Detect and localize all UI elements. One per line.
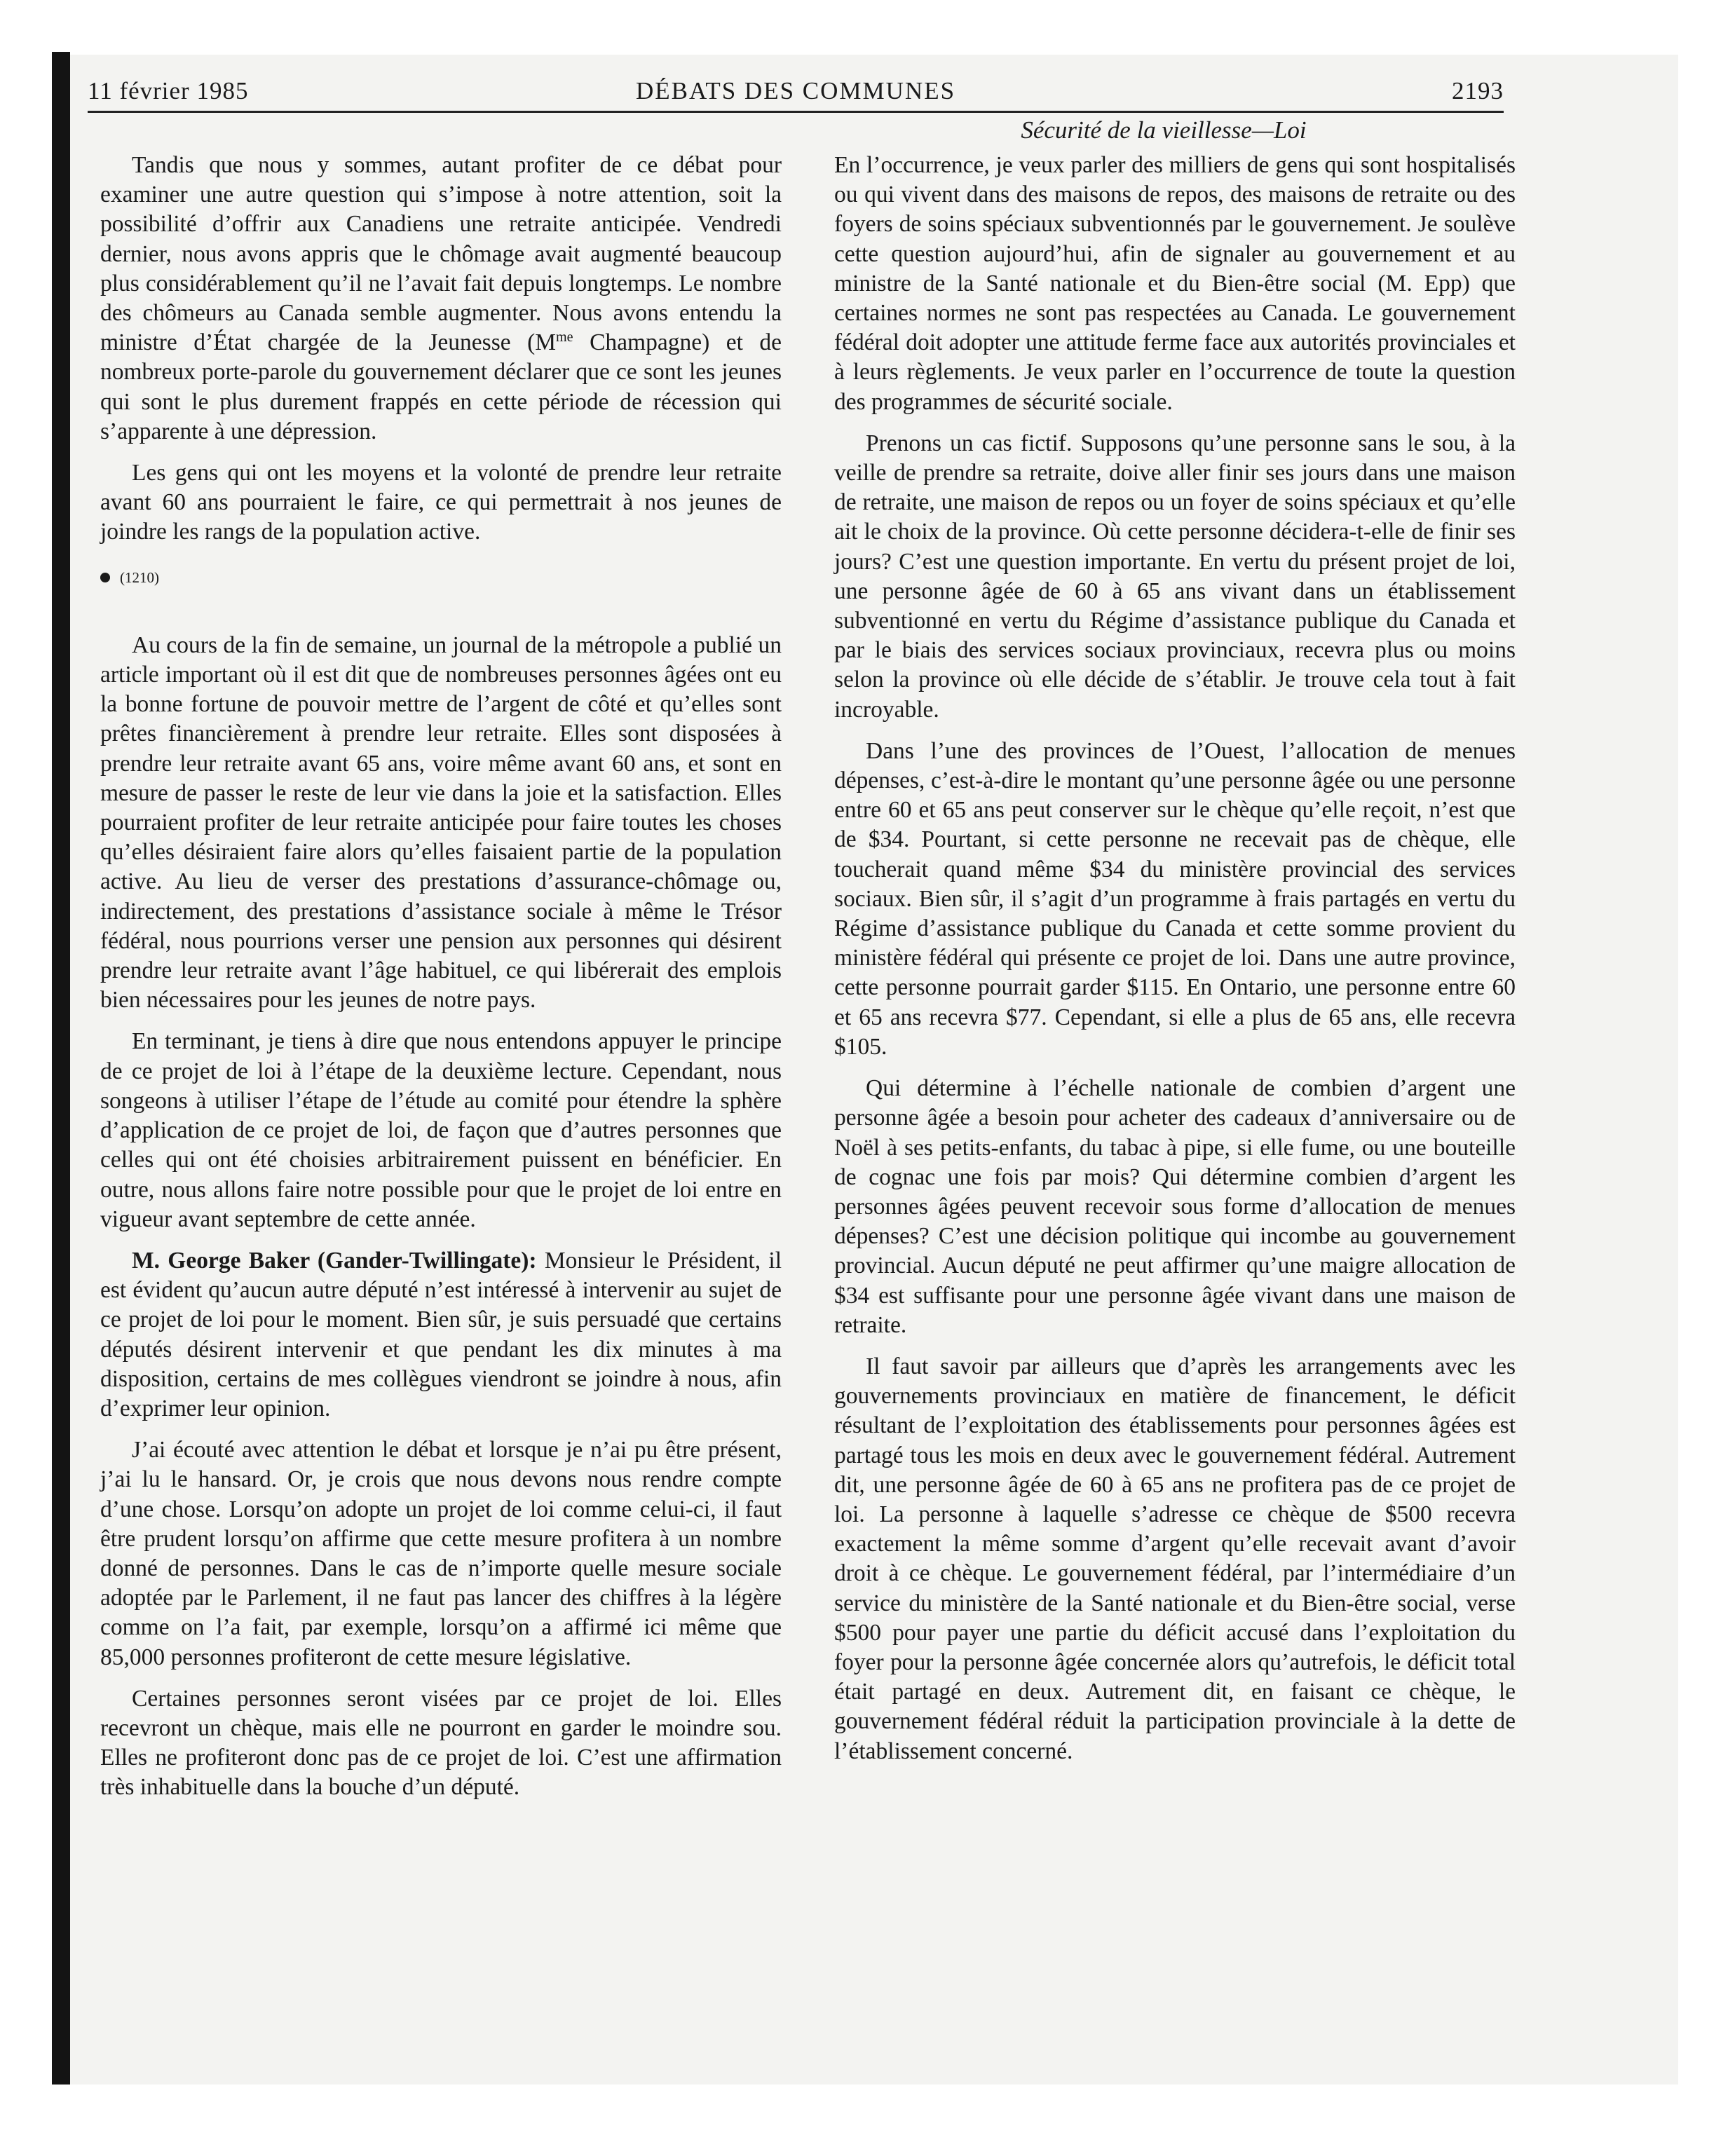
scan-border <box>52 52 70 2085</box>
paragraph: J’ai écouté avec attention le débat et lorsque je n’ai pu être présent, j’ai lu le hansard. Or, je crois que nous devons nous rendre compte d’une chose. Lorsqu’on adopte un projet de loi comme celui-ci, il faut être prudent lorsqu’on affirme que cette mesure profitera à un nombre donné de personnes. Dans le cas de n’importe quelle mesure sociale adoptée par le Parlement, il ne faut pas lancer des chiffres à la légère comme on l’a fait, par exemple, lorsqu’on a affirmé ici même que 85,000 personnes profiteront de cette mesure législative. <box>100 1437 782 1670</box>
paragraph: Il faut savoir par ailleurs que d’après les arrangements avec les gouvernements provinciaux en matière de financement, le déficit résultant de l’exploitation des établissements pour personnes âgées est partagé tous les mois en deux avec le gouvernement fédéral. Autrement dit, une personne âgée de 60 à 65 ans ne profitera pas de ce projet de loi. La personne à laquelle s’adresse ce chèque de $500 recevra exactement la même somme d’argent qu’elle recevait avant d’avoir droit à ce chèque. Le gouvernement fédéral, par l’intermédiaire d’un service du ministère de la Santé nationale et du Bien-être social, verse $500 pour payer une partie du déficit accusé dans l’exploitation du foyer pour la personne âgée concernée alors qu’autrefois, le déficit total était partagé en deux. Autrement dit, en faisant ce chèque, le gouvernement fédéral réduit la participation provinciale à la dette de l’établissement concerné. <box>834 1353 1516 1764</box>
bullet-icon <box>100 573 110 582</box>
paragraph: M. George Baker (Gander-Twillingate): Monsieur le Président, il est évident qu’aucun autre député n’est intéressé à intervenir au sujet de ce projet de loi pour le moment. Bien sûr, je suis persuadé que certains députés désirent intervenir et que pendant les dix minutes à ma disposition, certains de mes collègues viendront se joindre à nous, afin d’exprimer leur opinion. <box>100 1247 782 1421</box>
speaker-name: M. George Baker (Gander-Twillingate): <box>132 1247 537 1274</box>
time-marker-label: (1210) <box>120 568 159 586</box>
section-title: Sécurité de la vieillesse—Loi <box>1021 116 1307 144</box>
paragraph: En terminant, je tiens à dire que nous entendons appuyer le principe de ce projet de loi à l’étape de la deuxième lecture. Cependant, nous songeons à utiliser l’étape de l’étude au comité pour étendre la sphère d’application de ce projet de loi, de façon que d’autres personnes que celles qui ont été choisies arbitrairement puissent en bénéficier. En outre, nous allons faire notre possible pour que le projet de loi entre en vigueur avant septembre de cette année. <box>100 1028 782 1232</box>
header-title: DÉBATS DES COMMUNES <box>635 77 956 104</box>
time-marker <box>100 563 782 592</box>
header-date: 11 février 1985 <box>88 77 249 104</box>
right-column <box>834 151 1516 1778</box>
paragraph: Prenons un cas fictif. Supposons qu’une personne sans le sou, à la veille de prendre sa retraite, doive aller finir ses jours dans une maison de retraite, une maison de repos ou un foyer de soins spéciaux et qu’elle ait le choix de la province. Où cette personne décidera-t-elle de finir ses jours? C’est une question importante. En vertu du présent projet de loi, une personne âgée de 60 à 65 ans vivant dans un établissement subventionné en vertu du Régime d’assistance publique du Canada et par le biais des services sociaux provinciaux, recevra plus ou moins selon la province où elle décide de s’établir. Je trouve cela tout à fait incroyable. <box>834 430 1516 723</box>
paragraph: Au cours de la fin de semaine, un journal de la métropole a publié un article important où il est dit que de nombreuses personnes âgées ont eu la bonne fortune de pouvoir mettre de l’argent de côté et qu’elles sont prêtes financièrement à prendre leur retraite. Elles sont disposées à prendre leur retraite avant 65 ans, voire même avant 60 ans, et sont en mesure de passer le reste de leur vie dans la joie et la satisfaction. Elles pourraient profiter de leur retraite anticipée pour faire toutes les choses qu’elles désiraient faire alors qu’elles faisaient partie de la population active. Au lieu de verser des prestations d’assurance-chômage ou, indirectement, des prestations d’assistance sociale à même le Trésor fédéral, nous pourrions verser une pension aux personnes qui désirent prendre leur retraite avant l’âge habituel, ce qui libérerait des emplois bien nécessaires pour les jeunes de notre pays. <box>100 632 782 1014</box>
paragraph: Qui détermine à l’échelle nationale de combien d’argent une personne âgée a besoin pour acheter des cadeaux d’anniversaire ou de Noël à ses petits-enfants, du tabac à pipe, si elle fume, ou une bouteille de cognac une fois par mois? Qui détermine combien d’argent les personnes âgées peuvent recevoir sous forme d’allocation de menues dépenses? C’est une décision politique qui incombe au gouvernement provincial. Aucun député ne peut affirmer qu’une maigre allocation de $34 est suffisante pour une personne âgée vivant dans une maison de retraite. <box>834 1075 1516 1338</box>
paragraph: Les gens qui ont les moyens et la volonté de prendre leur retraite avant 60 ans pourraient le faire, ce qui permettrait à nos jeunes de joindre les rangs de la population active. <box>100 460 782 545</box>
paragraph: Tandis que nous y sommes, autant profiter de ce débat pour examiner une autre question qui s’impose à notre attention, soit la possibilité d’offrir aux Canadiens une retraite anticipée. Vendredi dernier, nous avons appris que le chômage avait augmenté beaucoup plus considérablement qu’il ne l’avait fait depuis longtemps. Le nombre des chômeurs au Canada semble augmenter. Nous avons entendu la ministre d’État chargée de la Jeunesse ($M^{me}$ Champagne) et de nombreux porte-parole du gouvernement déclarer que ce sont les jeunes qui sont le plus durement frappés en cette période de récession qui s’apparente à une dépression. <box>100 152 782 444</box>
left-column <box>100 151 782 1815</box>
paragraph: Dans l’une des provinces de l’Ouest, l’allocation de menues dépenses, c’est-à-dire le montant qu’une personne âgée ou une personne entre 60 et 65 ans peut conserver sur le chèque qu’elle reçoit, n’est que de $34. Pourtant, si cette personne ne recevait pas de chèque, elle toucherait quand même $34 du ministère provincial des services sociaux. Bien sûr, il s’agit d’un programme à frais partagés en vertu du Régime d’assistance publique du Canada et cette somme provient du ministère fédéral qui présente ce projet de loi. Dans une autre province, cette personne pourrait garder $115. En Ontario, une personne entre 60 et 65 ans recevra $77. Cependant, si elle a plus de 65 ans, elle recevra $105. <box>834 737 1516 1060</box>
paragraph: En l’occurrence, je veux parler des milliers de gens qui sont hospitalisés ou qui vivent dans des maisons de repos, des maisons de retraite ou des foyers de soins spéciaux subventionnés par le gouvernement. Je soulève cette question aujourd’hui, afin de signaler au gouvernement et au ministre de la Santé nationale et du Bien-être social (M. Epp) que certaines normes ne sont pas respectées au Canada. Le gouvernement fédéral doit adopter une attitude ferme face aux autorités provinciales et à leurs règlements. Je veux parler en l’occurrence de toute la question des programmes de sécurité sociale. <box>834 152 1516 415</box>
header-rule <box>88 111 1504 113</box>
page-number: 2193 <box>1452 77 1504 104</box>
paragraph: Certaines personnes seront visées par ce projet de loi. Elles recevront un chèque, mais elle ne pourront en garder le moindre sou. Elles ne profiteront donc pas de ce projet de loi. C’est une affirmation très inhabituelle dans la bouche d’un député. <box>100 1685 782 1801</box>
page-header <box>88 77 1504 111</box>
